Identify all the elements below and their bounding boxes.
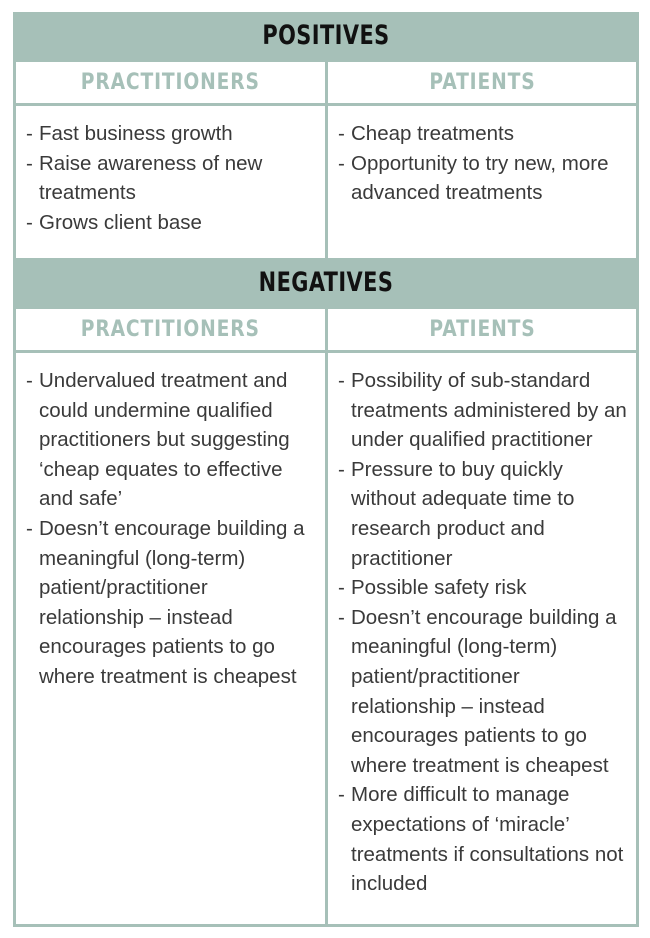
negatives-heading: NEGATIVES xyxy=(258,267,394,298)
list-item: - More difficult to manage expectations of ‘miracle’ treatments if consultations not included xyxy=(338,780,628,898)
negatives-patients-cell xyxy=(328,353,636,924)
positives-patients-list xyxy=(328,106,636,208)
positives-patients-header: PATIENTS xyxy=(328,62,636,103)
list-item: - Doesn’t encourage building a meaningful (long-term) patient/practitioner relationship – instead encourages patients to go where treatment is cheapest xyxy=(26,514,317,692)
negatives-practitioners-header: PRACTITIONERS xyxy=(16,309,325,350)
list-item: - Opportunity to try new, more advanced treatments xyxy=(338,149,628,208)
comparison-table xyxy=(13,12,639,927)
negatives-practitioners-cell xyxy=(16,353,325,924)
positives-practitioners-header: PRACTITIONERS xyxy=(16,62,325,103)
list-item: - Fast business growth xyxy=(26,119,317,149)
list-item: - Cheap treatments xyxy=(338,119,628,149)
list-item: - Pressure to buy quickly without adequate time to research product and practitioner xyxy=(338,455,628,573)
list-item: - Doesn’t encourage building a meaningful (long-term) patient/practitioner relationship – instead encourages patients to go where treatment is cheapest xyxy=(338,603,628,781)
negatives-patients-list xyxy=(328,353,636,899)
positives-heading: POSITIVES xyxy=(262,20,390,51)
positives-practitioners-list xyxy=(16,106,325,237)
list-item: - Undervalued treatment and could undermine qualified practitioners but suggesting ‘cheap equates to effective and safe’ xyxy=(26,366,317,514)
list-item: - Grows client base xyxy=(26,208,317,238)
list-item: - Possible safety risk xyxy=(338,573,628,603)
list-item: - Raise awareness of new treatments xyxy=(26,149,317,208)
negatives-patients-header: PATIENTS xyxy=(328,309,636,350)
negatives-practitioners-list xyxy=(16,353,325,692)
list-item: - Possibility of sub-standard treatments administered by an under qualified practitioner xyxy=(338,366,628,455)
positives-patients-cell xyxy=(328,106,636,258)
positives-practitioners-cell xyxy=(16,106,325,258)
